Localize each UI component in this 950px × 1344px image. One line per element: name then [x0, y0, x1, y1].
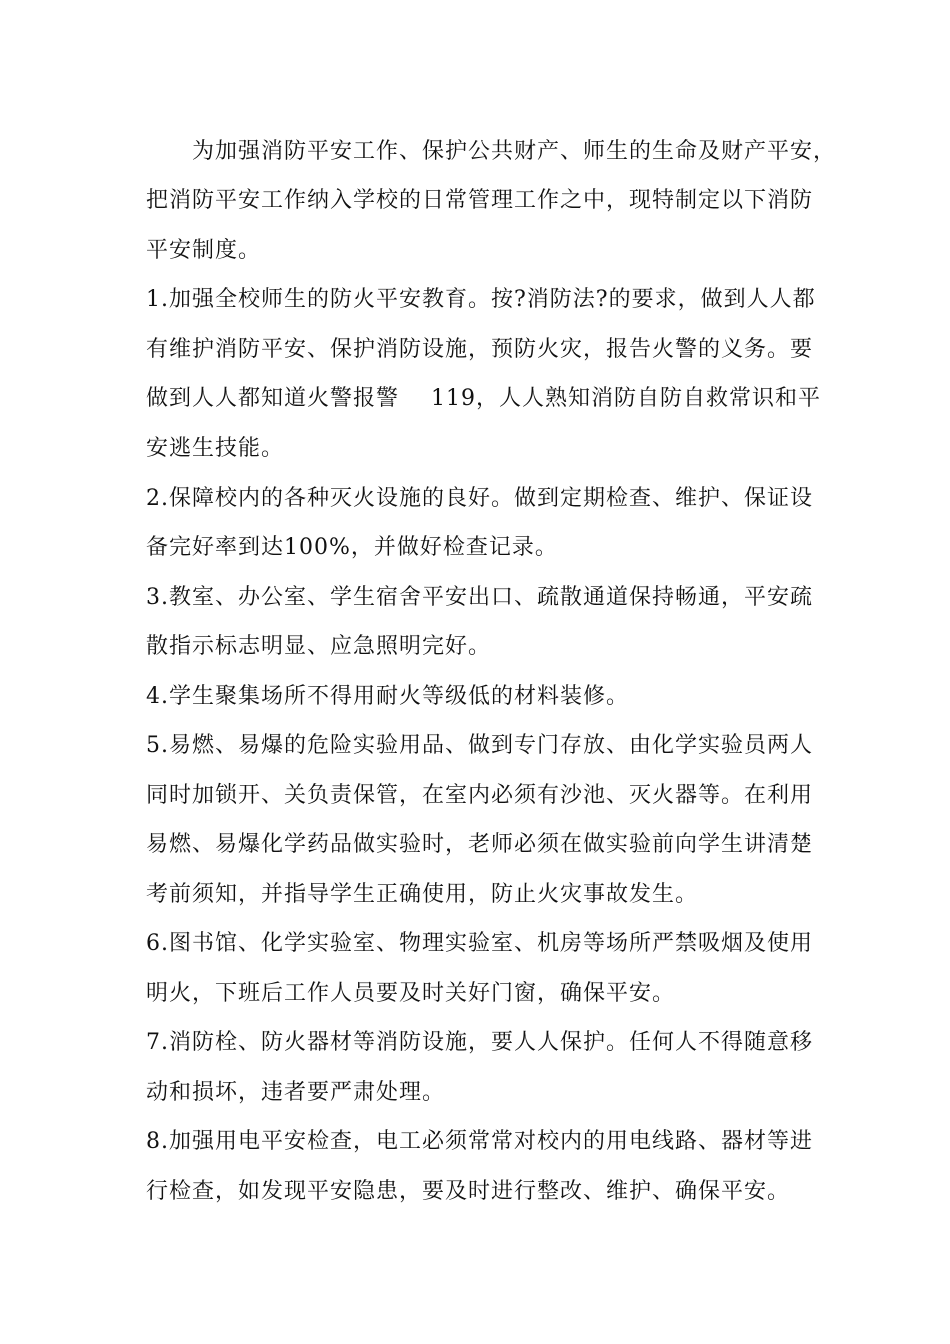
item-3-line-1: 3.教室、办公室、学生宿舍平安出口、疏散通道保持畅通，平安疏 [146, 585, 813, 610]
item-8-line-2: 行检查，如发现平安隐患，要及时进行整改、维护、确保平安。 [146, 1179, 791, 1204]
item-5-line-2: 同时加锁开、关负责保管，在室内必须有沙池、灭火器等。在利用 [146, 783, 814, 808]
item-3-line-2: 散指示标志明显、应急照明完好。 [146, 634, 492, 659]
item-4-line-1: 4.学生聚集场所不得用耐火等级低的材料装修。 [146, 684, 629, 709]
item-6-line-2: 明火，下班后工作人员要及时关好门窗，确保平安。 [146, 981, 676, 1006]
intro-line-2: 把消防平安工作纳入学校的日常管理工作之中，现特制定以下消防 [146, 188, 814, 213]
item-5-line-3: 易燃、易爆化学药品做实验时，老师必须在做实验前向学生讲清楚 [146, 832, 814, 857]
intro-line-3: 平安制度。 [146, 238, 262, 263]
item-8-line-1: 8.加强用电平安检查，电工必须常常对校内的用电线路、器材等进 [146, 1129, 813, 1154]
item-5-line-1: 5.易燃、易爆的危险实验用品、做到专门存放、由化学实验员两人 [146, 733, 813, 758]
item-2-line-2: 备完好率到达100%，并做好检查记录。 [146, 535, 558, 560]
item-1-line-4: 安逃生技能。 [146, 436, 285, 461]
item-7-line-2: 动和损坏，违者要严肃处理。 [146, 1080, 446, 1105]
item-7-line-1: 7.消防栓、防火器材等消防设施，要人人保护。任何人不得随意移 [146, 1030, 813, 1055]
item-1-line-2: 有维护消防平安、保护消防设施，预防火灾，报告火警的义务。要 [146, 337, 814, 362]
item-5-line-4: 考前须知，并指导学生正确使用，防止火灾事故发生。 [146, 882, 699, 907]
item-6-line-1: 6.图书馆、化学实验室、物理实验室、机房等场所严禁吸烟及使用 [146, 931, 813, 956]
item-1-line-3: 做到人人都知道火警报警 119，人人熟知消防自防自救常识和平 [146, 386, 821, 411]
intro-line-1: 为加强消防平安工作、保护公共财产、师生的生命及财产平安， [192, 139, 837, 164]
item-1-line-1: 1.加强全校师生的防火平安教育。按?消防法?的要求，做到人人都 [146, 287, 816, 312]
item-2-line-1: 2.保障校内的各种灭火设施的良好。做到定期检查、维护、保证设 [146, 486, 813, 511]
